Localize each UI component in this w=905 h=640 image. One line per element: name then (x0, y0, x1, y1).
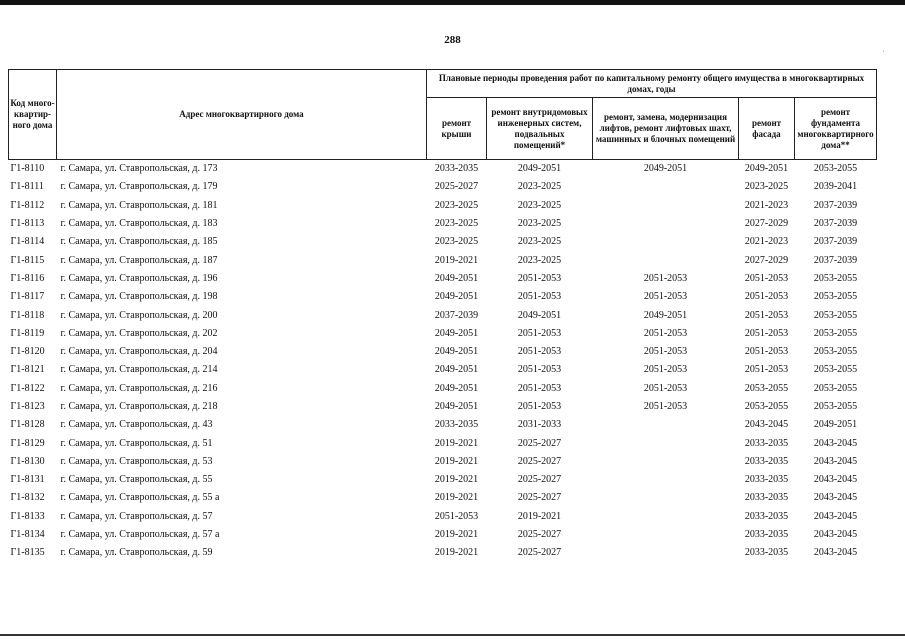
cell-code: Г1-8120 (10, 346, 45, 358)
cell-code: Г1-8131 (10, 474, 45, 486)
cell-code: Г1-8113 (10, 218, 45, 230)
table-row (9, 160, 877, 179)
table-row (9, 434, 877, 452)
header-roof: ремонт крыши (427, 98, 487, 160)
cell-elevators: 2049-2051 (643, 163, 688, 175)
cell-elevators (593, 215, 739, 233)
header-planned-periods: Плановые периоды проведения работ по капитальному ремонту общего имущества в многоквартирных домах, годы (427, 70, 877, 98)
cell-engineering: 2051-2053 (517, 327, 562, 339)
table-row (9, 197, 877, 215)
cell-elevators (593, 251, 739, 269)
cell-address: г. Самара, ул. Ставропольская, д. 51 (60, 437, 213, 449)
cell-elevators: 2051-2053 (643, 382, 688, 394)
cell-elevators: 2051-2053 (643, 401, 688, 412)
cell-address: г. Самара, ул. Ставропольская, д. 57 а (60, 529, 220, 541)
cell-foundation: 2043-2045 (813, 510, 858, 522)
cell-foundation: 2043-2045 (813, 455, 858, 467)
table-row (9, 416, 877, 434)
cell-roof: 2049-2051 (434, 364, 479, 376)
cell-code: Г1-8117 (10, 291, 45, 303)
cell-address: г. Самара, ул. Ставропольская, д. 179 (60, 181, 218, 193)
cell-code: Г1-8123 (10, 401, 45, 412)
cell-roof: 2049-2051 (434, 291, 479, 303)
cell-facade: 2033-2035 (744, 547, 789, 559)
cell-foundation: 2053-2055 (813, 291, 858, 303)
cell-facade: 2051-2053 (744, 346, 789, 358)
table-row (9, 306, 877, 324)
cell-address: г. Самара, ул. Ставропольская, д. 55 (60, 474, 213, 486)
cell-code: Г1-8135 (10, 547, 45, 559)
cell-roof: 2019-2021 (434, 437, 479, 449)
cell-elevators: 2051-2053 (643, 346, 688, 358)
table-row (9, 489, 877, 507)
header-row-main (9, 70, 877, 98)
page-number: 288 (444, 34, 461, 46)
cell-roof: 2019-2021 (434, 254, 479, 266)
cell-roof: 2049-2051 (434, 272, 479, 284)
cell-engineering: 2025-2027 (517, 455, 562, 467)
cell-elevators: 2051-2053 (643, 364, 688, 376)
cell-foundation: 2053-2055 (813, 163, 858, 175)
cell-elevators (593, 416, 739, 434)
cell-code: Г1-8110 (10, 163, 45, 175)
cell-elevators: 2051-2053 (643, 291, 688, 303)
cell-engineering: 2023-2025 (517, 181, 562, 193)
cell-foundation: 2053-2055 (813, 382, 858, 394)
cell-roof: 2049-2051 (434, 382, 479, 394)
cell-roof: 2049-2051 (434, 346, 479, 358)
cell-address: г. Самара, ул. Ставропольская, д. 181 (60, 199, 218, 211)
cell-foundation: 2037-2039 (813, 254, 858, 266)
cell-facade: 2051-2053 (744, 309, 789, 321)
cell-code: Г1-8115 (10, 254, 45, 266)
cell-roof: 2019-2021 (434, 547, 479, 559)
cell-code: Г1-8132 (10, 492, 45, 504)
table-row (9, 288, 877, 306)
cell-address: г. Самара, ул. Ставропольская, д. 187 (60, 254, 218, 266)
cell-code: Г1-8128 (10, 419, 45, 431)
cell-roof: 2037-2039 (434, 309, 479, 321)
cell-foundation: 2053-2055 (813, 401, 858, 412)
bottom-border-rule (0, 634, 905, 636)
cell-elevators: 2051-2053 (643, 327, 688, 339)
cell-engineering: 2049-2051 (517, 309, 562, 321)
cell-foundation: 2053-2055 (813, 309, 858, 321)
cell-address: г. Самара, ул. Ставропольская, д. 198 (60, 291, 218, 303)
cell-elevators (593, 526, 739, 544)
table-row (9, 233, 877, 251)
cell-roof: 2023-2025 (434, 218, 479, 230)
cell-code: Г1-8116 (10, 272, 45, 284)
table-row (9, 215, 877, 233)
cell-facade: 2033-2035 (744, 474, 789, 486)
cell-address: г. Самара, ул. Ставропольская, д. 202 (60, 327, 218, 339)
cell-engineering: 2019-2021 (517, 510, 562, 522)
header-code: Код много-квартир-ного дома (9, 70, 57, 160)
cell-facade: 2051-2053 (744, 327, 789, 339)
table-row (9, 361, 877, 379)
cell-address: г. Самара, ул. Ставропольская, д. 200 (60, 309, 218, 321)
cell-facade: 2027-2029 (744, 218, 789, 230)
cell-facade: 2023-2025 (744, 181, 789, 193)
cell-engineering: 2023-2025 (517, 199, 562, 211)
cell-engineering: 2025-2027 (517, 547, 562, 559)
cell-roof: 2025-2027 (434, 181, 479, 193)
cell-foundation: 2043-2045 (813, 529, 858, 541)
cell-address: г. Самара, ул. Ставропольская, д. 183 (60, 218, 218, 230)
table-row (9, 325, 877, 343)
cell-elevators (593, 197, 739, 215)
repair-schedule-table (8, 69, 877, 563)
cell-engineering: 2023-2025 (517, 236, 562, 248)
cell-code: Г1-8133 (10, 510, 45, 522)
cell-foundation: 2043-2045 (813, 547, 858, 559)
cell-facade: 2051-2053 (744, 272, 789, 284)
cell-engineering: 2051-2053 (517, 346, 562, 358)
table-row (9, 508, 877, 526)
cell-roof: 2019-2021 (434, 529, 479, 541)
table-row (9, 471, 877, 489)
cell-engineering: 2051-2053 (517, 401, 562, 412)
cell-facade: 2033-2035 (744, 510, 789, 522)
cell-address: г. Самара, ул. Ставропольская, д. 53 (60, 455, 213, 467)
cell-foundation: 2053-2055 (813, 272, 858, 284)
cell-facade: 2021-2023 (744, 236, 789, 248)
cell-roof: 2023-2025 (434, 236, 479, 248)
table-row (9, 251, 877, 269)
cell-engineering: 2049-2051 (517, 163, 562, 175)
header-elevators: ремонт, замена, модернизация лифтов, ремонт лифтовых шахт, машинных и блочных помещений (593, 98, 739, 160)
cell-address: г. Самара, ул. Ставропольская, д. 204 (60, 346, 218, 358)
cell-foundation: 2043-2045 (813, 492, 858, 504)
cell-engineering: 2025-2027 (517, 474, 562, 486)
cell-facade: 2033-2035 (744, 437, 789, 449)
cell-elevators (593, 178, 739, 196)
cell-engineering: 2051-2053 (517, 382, 562, 394)
header-address: Адрес многоквартирного дома (57, 70, 427, 160)
cell-foundation: 2053-2055 (813, 346, 858, 358)
cell-roof: 2049-2051 (434, 401, 479, 412)
cell-foundation: 2037-2039 (813, 199, 858, 211)
cell-code: Г1-8129 (10, 437, 45, 449)
cell-engineering: 2031-2033 (517, 419, 562, 431)
cell-address: г. Самара, ул. Ставропольская, д. 55 а (60, 492, 220, 504)
cell-foundation: 2037-2039 (813, 218, 858, 230)
cell-roof: 2019-2021 (434, 492, 479, 504)
cell-facade: 2027-2029 (744, 254, 789, 266)
cell-elevators (593, 453, 739, 471)
top-border-rule (0, 0, 905, 5)
cell-facade: 2043-2045 (744, 419, 789, 431)
cell-foundation: 2039-2041 (813, 181, 858, 193)
cell-roof: 2023-2025 (434, 199, 479, 211)
table-row (9, 270, 877, 288)
cell-code: Г1-8134 (10, 529, 45, 541)
cell-foundation: 2049-2051 (813, 419, 858, 431)
table-row (9, 526, 877, 544)
cell-engineering: 2051-2053 (517, 364, 562, 376)
cell-code: Г1-8122 (10, 382, 45, 394)
cell-elevators (593, 508, 739, 526)
cell-foundation: 2037-2039 (813, 236, 858, 248)
cell-code: Г1-8111 (10, 181, 44, 193)
cell-facade: 2049-2051 (744, 163, 789, 175)
cell-facade: 2051-2053 (744, 291, 789, 303)
table-row (9, 178, 877, 196)
cell-facade: 2053-2055 (744, 382, 789, 394)
table-row (9, 380, 877, 398)
cell-roof: 2051-2053 (434, 510, 479, 522)
cell-engineering: 2025-2027 (517, 437, 562, 449)
cell-roof: 2019-2021 (434, 474, 479, 486)
cell-engineering: 2051-2053 (517, 272, 562, 284)
cell-code: Г1-8114 (10, 236, 45, 248)
cell-foundation: 2043-2045 (813, 437, 858, 449)
scan-speck-mark: · (882, 47, 885, 56)
cell-engineering: 2023-2025 (517, 218, 562, 230)
cell-code: Г1-8130 (10, 455, 45, 467)
cell-address: г. Самара, ул. Ставропольская, д. 216 (60, 382, 218, 394)
cell-code: Г1-8119 (10, 327, 45, 339)
table-row (9, 343, 877, 361)
cell-engineering: 2051-2053 (517, 291, 562, 303)
cell-facade: 2033-2035 (744, 492, 789, 504)
cell-code: Г1-8118 (10, 309, 45, 321)
cell-elevators (593, 544, 739, 562)
cell-engineering: 2025-2027 (517, 492, 562, 504)
cell-code: Г1-8121 (10, 364, 45, 376)
cell-facade: 2021-2023 (744, 199, 789, 211)
cell-address: г. Самара, ул. Ставропольская, д. 185 (60, 236, 218, 248)
cell-elevators: 2049-2051 (643, 309, 688, 321)
cell-address: г. Самара, ул. Ставропольская, д. 173 (60, 163, 218, 175)
cell-facade: 2033-2035 (744, 455, 789, 467)
cell-facade: 2051-2053 (744, 364, 789, 376)
table-row (9, 544, 877, 562)
cell-elevators (593, 489, 739, 507)
header-foundation: ремонт фундамента многоквартирного дома** (795, 98, 877, 160)
header-facade: ремонт фасада (739, 98, 795, 160)
cell-facade: 2053-2055 (744, 401, 789, 412)
cell-address: г. Самара, ул. Ставропольская, д. 43 (60, 419, 213, 431)
cell-foundation: 2053-2055 (813, 364, 858, 376)
cell-facade: 2033-2035 (744, 529, 789, 541)
cell-engineering: 2023-2025 (517, 254, 562, 266)
cell-elevators (593, 233, 739, 251)
cell-elevators (593, 434, 739, 452)
cell-address: г. Самара, ул. Ставропольская, д. 196 (60, 272, 218, 284)
table-row (9, 398, 877, 416)
table-body (9, 160, 877, 563)
cell-code: Г1-8112 (10, 199, 45, 211)
cell-address: г. Самара, ул. Ставропольская, д. 218 (60, 401, 218, 412)
cell-foundation: 2043-2045 (813, 474, 858, 486)
cell-foundation: 2053-2055 (813, 327, 858, 339)
table-row (9, 453, 877, 471)
cell-roof: 2049-2051 (434, 327, 479, 339)
cell-address: г. Самара, ул. Ставропольская, д. 214 (60, 364, 218, 376)
cell-engineering: 2025-2027 (517, 529, 562, 541)
cell-roof: 2033-2035 (434, 419, 479, 431)
cell-elevators (593, 471, 739, 489)
header-engineering-systems: ремонт внутридомовых инженерных систем, подвальных помещений* (487, 98, 593, 160)
cell-address: г. Самара, ул. Ставропольская, д. 59 (60, 547, 213, 559)
cell-elevators: 2051-2053 (643, 272, 688, 284)
cell-address: г. Самара, ул. Ставропольская, д. 57 (60, 510, 213, 522)
cell-roof: 2033-2035 (434, 163, 479, 175)
cell-roof: 2019-2021 (434, 455, 479, 467)
